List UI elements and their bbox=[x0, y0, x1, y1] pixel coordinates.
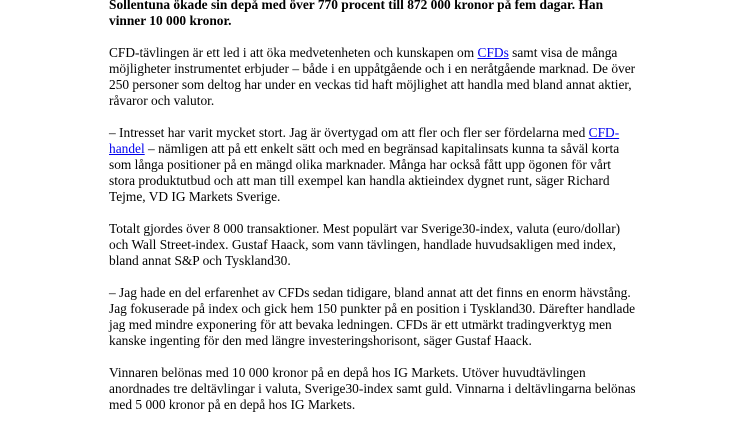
p2-text-before: – Intresset har varit mycket stort. Jag är övertygad om att fler och fler ser fördelarna med bbox=[109, 125, 589, 140]
paragraph-quote-tejme bbox=[109, 125, 639, 205]
cfds-link[interactable]: CFDs bbox=[477, 45, 509, 60]
paragraph-cfd-competition bbox=[109, 45, 639, 109]
p1-text-before: CFD-tävlingen är ett led i att öka medvetenheten och kunskapen om bbox=[109, 45, 478, 60]
paragraph-prizes: Vinnaren belönas med 10 000 kronor på en depå hos IG Markets. Utöver huvudtävlingen anordnades tre deltävlingar i valuta, Sverige30-index samt guld. Vinnarna i deltävlingarna belönas med 5 000 kronor på en depå hos IG Markets. bbox=[109, 365, 636, 412]
cfd-handel-link[interactable]: CFD-handel bbox=[109, 125, 620, 156]
p1-text-after: samt visa de många möjligheter instrumentet erbjuder – både i en uppåtgående och i en neråtgående marknad. De över 250 personer som deltog har under en veckas tid haft möjlighet att handla med bland annat aktier, råvaror och valutor. bbox=[109, 45, 636, 108]
p2-text-after: – nämligen att på ett enkelt sätt och med en begränsad kapitalinsats kunna ta såväl korta som långa positioner på en mängd olika marknader. Många har också fått upp ögonen för vårt stora produktutbud och att man till exempel kan handla aktieindex dygnet runt, säger Richard Tejme, VD IG Markets Sverige. bbox=[109, 141, 620, 204]
paragraph-quote-haack: – Jag hade en del erfarenhet av CFDs sedan tidigare, bland annat att det finns en enorm hävstång. Jag fokuserade på index och gick hem 150 punkter på en position i Tyskland30. Därefter handlade jag med mindre exponering för att bevaka ledningen. CFDs är ett utmärkt tradingverktyg men kanske ingenting för den med längre investeringshorisont, säger Gustaf Haack. bbox=[109, 285, 636, 348]
paragraph-transactions: Totalt gjordes över 8 000 transaktioner. Mest populärt var Sverige30-index, valuta (euro/dollar) och Wall Street-index. Gustaf Haack, som vann tävlingen, handlade huvudsakligen med index, bland annat S&P och Tyskland30. bbox=[109, 221, 621, 268]
lead-paragraph: Sollentuna ökade sin depå med över 770 procent till 872 000 kronor på fem dagar. Han vinner 10 000 kronor. bbox=[109, 0, 604, 28]
press-release-body bbox=[109, 0, 639, 429]
